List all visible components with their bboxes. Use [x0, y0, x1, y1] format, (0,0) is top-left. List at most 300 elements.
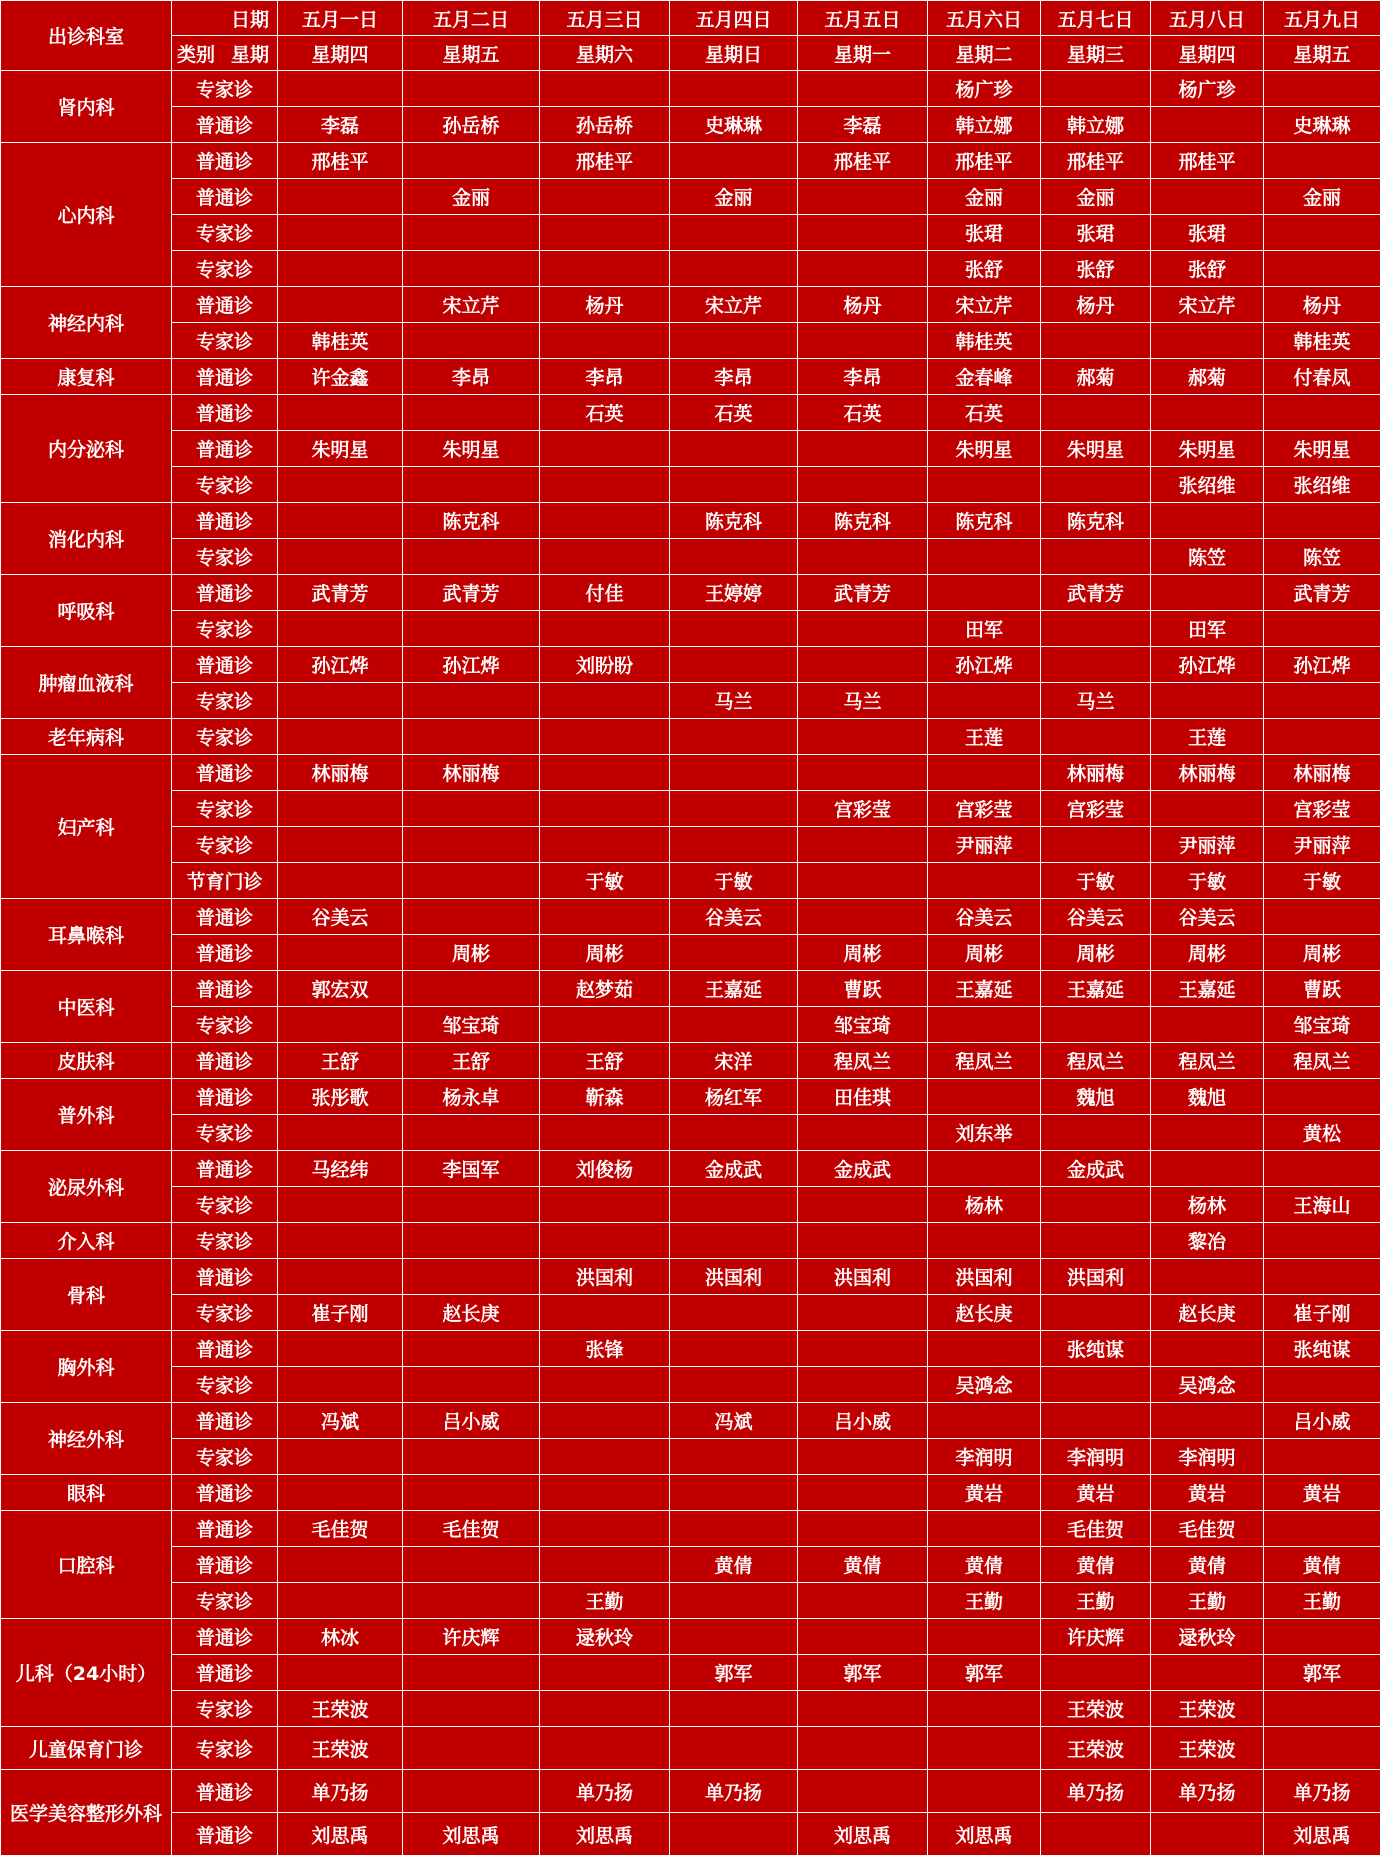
table-row — [1, 1367, 1380, 1403]
doctor-cell — [798, 1439, 928, 1475]
doctor-cell: 许庆辉 — [1041, 1619, 1151, 1655]
doctor-cell: 武青芳 — [1041, 575, 1151, 611]
department-name: 神经外科 — [1, 1403, 172, 1475]
clinic-type: 专家诊 — [172, 1439, 278, 1475]
doctor-cell: 尹丽萍 — [928, 827, 1041, 863]
doctor-cell: 邢桂平 — [928, 143, 1041, 179]
clinic-type: 专家诊 — [172, 539, 278, 575]
doctor-cell: 陈笠 — [1151, 539, 1264, 575]
doctor-cell: 黄岩 — [1151, 1475, 1264, 1511]
doctor-cell — [403, 539, 540, 575]
doctor-cell: 宫彩莹 — [1264, 791, 1380, 827]
doctor-cell — [403, 1367, 540, 1403]
weekday-header: 星期四 — [1151, 36, 1264, 71]
doctor-cell: 朱明星 — [278, 431, 403, 467]
table-row — [1, 395, 1380, 431]
doctor-cell: 石英 — [798, 395, 928, 431]
doctor-cell: 宋立芹 — [403, 287, 540, 323]
doctor-cell — [540, 1511, 670, 1547]
doctor-cell — [1041, 827, 1151, 863]
doctor-cell: 程凤兰 — [798, 1043, 928, 1079]
doctor-cell — [928, 1511, 1041, 1547]
doctor-cell — [403, 1115, 540, 1151]
doctor-cell: 程凤兰 — [928, 1043, 1041, 1079]
doctor-cell: 王莲 — [928, 719, 1041, 755]
clinic-type: 普通诊 — [172, 1511, 278, 1547]
doctor-cell — [278, 179, 403, 215]
doctor-cell: 李国军 — [403, 1151, 540, 1187]
doctor-cell: 宋立芹 — [1151, 287, 1264, 323]
doctor-cell — [278, 1223, 403, 1259]
doctor-cell: 孙江烨 — [1151, 647, 1264, 683]
doctor-cell — [670, 215, 798, 251]
doctor-cell — [798, 827, 928, 863]
doctor-cell: 邢桂平 — [1041, 143, 1151, 179]
doctor-cell — [540, 467, 670, 503]
doctor-cell — [798, 1691, 928, 1727]
doctor-cell: 金丽 — [403, 179, 540, 215]
doctor-cell: 邢桂平 — [540, 143, 670, 179]
doctor-cell — [403, 683, 540, 719]
doctor-cell — [670, 1331, 798, 1367]
doctor-cell — [670, 431, 798, 467]
doctor-cell: 杨丹 — [1041, 287, 1151, 323]
doctor-cell: 史琳琳 — [670, 107, 798, 143]
clinic-type: 专家诊 — [172, 683, 278, 719]
doctor-cell — [928, 467, 1041, 503]
doctor-cell: 刘思禹 — [1264, 1813, 1380, 1856]
table-row — [1, 1223, 1380, 1259]
clinic-type: 普通诊 — [172, 179, 278, 215]
table-row — [1, 467, 1380, 503]
doctor-cell — [928, 1403, 1041, 1439]
doctor-cell: 黄岩 — [1041, 1475, 1151, 1511]
clinic-type: 专家诊 — [172, 791, 278, 827]
doctor-cell — [670, 1187, 798, 1223]
doctor-cell: 刘思禹 — [278, 1813, 403, 1856]
doctor-cell: 武青芳 — [278, 575, 403, 611]
doctor-cell — [1041, 1115, 1151, 1151]
doctor-cell: 王勤 — [1041, 1583, 1151, 1619]
table-row — [1, 1727, 1380, 1770]
doctor-cell: 王荣波 — [278, 1727, 403, 1770]
doctor-cell — [403, 143, 540, 179]
doctor-cell: 邹宝琦 — [403, 1007, 540, 1043]
doctor-cell: 程凤兰 — [1151, 1043, 1264, 1079]
doctor-cell: 郭军 — [928, 1655, 1041, 1691]
doctor-cell: 田军 — [1151, 611, 1264, 647]
doctor-cell: 周彬 — [403, 935, 540, 971]
doctor-cell — [1264, 71, 1380, 107]
doctor-cell: 韩桂英 — [1264, 323, 1380, 359]
doctor-cell: 郭军 — [670, 1655, 798, 1691]
table-row — [1, 1151, 1380, 1187]
doctor-cell: 陈克科 — [1041, 503, 1151, 539]
doctor-cell — [403, 1187, 540, 1223]
doctor-cell — [1264, 395, 1380, 431]
doctor-cell — [1041, 647, 1151, 683]
doctor-cell — [798, 1511, 928, 1547]
doctor-cell: 郭军 — [798, 1655, 928, 1691]
doctor-cell: 单乃扬 — [540, 1770, 670, 1813]
doctor-cell: 崔子刚 — [1264, 1295, 1380, 1331]
doctor-cell — [540, 1727, 670, 1770]
doctor-cell: 吕小威 — [1264, 1403, 1380, 1439]
doctor-cell: 李磊 — [278, 107, 403, 143]
doctor-cell: 张珺 — [928, 215, 1041, 251]
clinic-type: 专家诊 — [172, 323, 278, 359]
doctor-cell — [798, 1187, 928, 1223]
doctor-cell — [540, 323, 670, 359]
doctor-cell: 王婷婷 — [670, 575, 798, 611]
doctor-cell: 李润明 — [1041, 1439, 1151, 1475]
doctor-cell — [1151, 683, 1264, 719]
doctor-cell — [540, 827, 670, 863]
doctor-cell: 王荣波 — [1041, 1691, 1151, 1727]
clinic-type: 普通诊 — [172, 1475, 278, 1511]
doctor-cell: 黄岩 — [1264, 1475, 1380, 1511]
table-row — [1, 71, 1380, 107]
doctor-cell: 逯秋玲 — [540, 1619, 670, 1655]
doctor-cell — [798, 71, 928, 107]
clinic-type: 普通诊 — [172, 1547, 278, 1583]
doctor-cell — [278, 71, 403, 107]
doctor-cell — [1151, 395, 1264, 431]
doctor-cell — [1151, 1115, 1264, 1151]
doctor-cell — [278, 1475, 403, 1511]
doctor-cell — [670, 143, 798, 179]
doctor-cell — [540, 1475, 670, 1511]
doctor-cell — [403, 719, 540, 755]
doctor-cell — [540, 1187, 670, 1223]
doctor-cell — [798, 647, 928, 683]
clinic-type: 普通诊 — [172, 107, 278, 143]
doctor-cell — [798, 611, 928, 647]
doctor-cell: 于敏 — [1264, 863, 1380, 899]
doctor-cell: 张舒 — [1151, 251, 1264, 287]
department-name: 泌尿外科 — [1, 1151, 172, 1223]
doctor-cell: 韩桂英 — [278, 323, 403, 359]
doctor-cell: 朱明星 — [1264, 431, 1380, 467]
doctor-cell — [1041, 395, 1151, 431]
doctor-cell — [798, 539, 928, 575]
doctor-cell: 王舒 — [278, 1043, 403, 1079]
table-row — [1, 1813, 1380, 1856]
doctor-cell — [403, 611, 540, 647]
table-row — [1, 1115, 1380, 1151]
doctor-cell — [540, 791, 670, 827]
clinic-type: 普通诊 — [172, 1043, 278, 1079]
doctor-cell — [798, 1770, 928, 1813]
doctor-cell: 石英 — [670, 395, 798, 431]
doctor-cell — [670, 1727, 798, 1770]
doctor-cell — [540, 1403, 670, 1439]
table-row — [1, 431, 1380, 467]
doctor-cell: 周彬 — [1151, 935, 1264, 971]
doctor-cell: 冯斌 — [278, 1403, 403, 1439]
doctor-cell — [670, 1295, 798, 1331]
doctor-cell — [928, 1331, 1041, 1367]
doctor-cell: 黎冶 — [1151, 1223, 1264, 1259]
table-row — [1, 1439, 1380, 1475]
doctor-cell — [1264, 611, 1380, 647]
clinic-type: 普通诊 — [172, 1655, 278, 1691]
dept-header: 出诊科室 — [1, 1, 172, 71]
doctor-cell: 逯秋玲 — [1151, 1619, 1264, 1655]
doctor-cell: 王勤 — [1264, 1583, 1380, 1619]
table-row — [1, 1043, 1380, 1079]
doctor-cell — [1264, 143, 1380, 179]
clinic-type: 普通诊 — [172, 1259, 278, 1295]
doctor-cell — [928, 539, 1041, 575]
doctor-cell: 周彬 — [1041, 935, 1151, 971]
doctor-cell — [670, 1619, 798, 1655]
doctor-cell — [798, 1475, 928, 1511]
doctor-cell: 王海山 — [1264, 1187, 1380, 1223]
table-row — [1, 503, 1380, 539]
doctor-cell: 王荣波 — [1151, 1691, 1264, 1727]
doctor-cell: 曹跃 — [798, 971, 928, 1007]
table-row — [1, 683, 1380, 719]
doctor-cell — [670, 1691, 798, 1727]
doctor-cell: 王嘉延 — [670, 971, 798, 1007]
doctor-cell: 李润明 — [928, 1439, 1041, 1475]
doctor-cell — [670, 467, 798, 503]
doctor-cell — [1264, 1367, 1380, 1403]
table-row — [1, 539, 1380, 575]
doctor-cell: 刘思禹 — [798, 1813, 928, 1856]
doctor-cell: 洪国利 — [1041, 1259, 1151, 1295]
doctor-cell: 张珺 — [1041, 215, 1151, 251]
table-row — [1, 143, 1380, 179]
table-row — [1, 1583, 1380, 1619]
doctor-cell — [798, 431, 928, 467]
date-header: 五月九日 — [1264, 1, 1380, 36]
doctor-cell: 程凤兰 — [1041, 1043, 1151, 1079]
department-name: 呼吸科 — [1, 575, 172, 647]
clinic-type: 专家诊 — [172, 1295, 278, 1331]
doctor-cell — [278, 1259, 403, 1295]
doctor-cell — [540, 1547, 670, 1583]
doctor-cell: 王嘉延 — [1151, 971, 1264, 1007]
doctor-cell — [928, 863, 1041, 899]
doctor-cell: 赵长庚 — [403, 1295, 540, 1331]
doctor-cell — [403, 899, 540, 935]
doctor-cell — [670, 719, 798, 755]
doctor-cell — [798, 251, 928, 287]
doctor-cell: 金春峰 — [928, 359, 1041, 395]
doctor-cell — [540, 719, 670, 755]
doctor-cell — [403, 863, 540, 899]
clinic-type: 专家诊 — [172, 1115, 278, 1151]
clinic-type: 节育门诊 — [172, 863, 278, 899]
clinic-type: 专家诊 — [172, 467, 278, 503]
clinic-type: 专家诊 — [172, 71, 278, 107]
doctor-cell: 魏旭 — [1151, 1079, 1264, 1115]
doctor-cell — [540, 1115, 670, 1151]
weekday-header: 星期二 — [928, 36, 1041, 71]
department-name: 老年病科 — [1, 719, 172, 755]
date-header: 五月五日 — [798, 1, 928, 36]
doctor-cell: 洪国利 — [928, 1259, 1041, 1295]
doctor-cell — [403, 71, 540, 107]
clinic-type: 普通诊 — [172, 755, 278, 791]
doctor-cell: 李润明 — [1151, 1439, 1264, 1475]
doctor-cell: 洪国利 — [798, 1259, 928, 1295]
doctor-cell — [1151, 1331, 1264, 1367]
doctor-cell — [1151, 1813, 1264, 1856]
table-row — [1, 179, 1380, 215]
clinic-type: 普通诊 — [172, 971, 278, 1007]
doctor-cell — [540, 899, 670, 935]
doctor-cell — [540, 611, 670, 647]
doctor-cell — [278, 791, 403, 827]
doctor-cell — [1151, 323, 1264, 359]
doctor-cell: 吴鸿念 — [1151, 1367, 1264, 1403]
doctor-cell: 陈克科 — [928, 503, 1041, 539]
doctor-cell: 张纯谋 — [1041, 1331, 1151, 1367]
doctor-cell — [670, 323, 798, 359]
clinic-type: 普通诊 — [172, 575, 278, 611]
doctor-cell: 许庆辉 — [403, 1619, 540, 1655]
doctor-cell — [1264, 683, 1380, 719]
doctor-cell — [540, 755, 670, 791]
table-row — [1, 1770, 1380, 1813]
doctor-cell — [1151, 1007, 1264, 1043]
doctor-cell: 田军 — [928, 611, 1041, 647]
doctor-cell — [1041, 1187, 1151, 1223]
clinic-type: 普通诊 — [172, 1619, 278, 1655]
clinic-type: 普通诊 — [172, 1813, 278, 1856]
doctor-cell: 王荣波 — [278, 1691, 403, 1727]
doctor-cell: 赵梦茹 — [540, 971, 670, 1007]
doctor-cell — [1041, 1655, 1151, 1691]
doctor-cell: 黄倩 — [1041, 1547, 1151, 1583]
doctor-cell: 王舒 — [540, 1043, 670, 1079]
doctor-cell: 谷美云 — [1041, 899, 1151, 935]
doctor-cell: 洪国利 — [540, 1259, 670, 1295]
type-label: 类别 — [177, 43, 216, 66]
clinic-type: 普通诊 — [172, 899, 278, 935]
department-name: 口腔科 — [1, 1511, 172, 1619]
doctor-cell: 林丽梅 — [278, 755, 403, 791]
table-row — [1, 755, 1380, 791]
doctor-cell — [670, 791, 798, 827]
doctor-cell — [798, 719, 928, 755]
doctor-cell: 刘俊杨 — [540, 1151, 670, 1187]
doctor-cell — [1041, 1007, 1151, 1043]
weekday-header: 星期六 — [540, 36, 670, 71]
doctor-cell: 杨红军 — [670, 1079, 798, 1115]
doctor-cell: 于敏 — [1041, 863, 1151, 899]
clinic-type: 普通诊 — [172, 1403, 278, 1439]
clinic-type: 专家诊 — [172, 1007, 278, 1043]
doctor-cell: 宫彩莹 — [798, 791, 928, 827]
doctor-cell — [1264, 1259, 1380, 1295]
doctor-cell — [1264, 1079, 1380, 1115]
weekday-header: 星期一 — [798, 36, 928, 71]
doctor-cell: 杨林 — [928, 1187, 1041, 1223]
doctor-cell: 靳森 — [540, 1079, 670, 1115]
clinic-type: 专家诊 — [172, 719, 278, 755]
doctor-cell: 王荣波 — [1151, 1727, 1264, 1770]
doctor-cell: 李昂 — [798, 359, 928, 395]
doctor-cell — [278, 611, 403, 647]
doctor-cell — [403, 1223, 540, 1259]
doctor-cell — [928, 1691, 1041, 1727]
doctor-cell — [798, 1367, 928, 1403]
date-header: 五月三日 — [540, 1, 670, 36]
doctor-cell: 李昂 — [540, 359, 670, 395]
doctor-cell — [1041, 71, 1151, 107]
doctor-cell — [403, 1475, 540, 1511]
doctor-cell — [278, 935, 403, 971]
clinic-type: 专家诊 — [172, 1367, 278, 1403]
doctor-cell: 孙岳桥 — [540, 107, 670, 143]
date-header: 五月二日 — [403, 1, 540, 36]
doctor-cell: 赵长庚 — [1151, 1295, 1264, 1331]
doctor-cell: 毛佳贺 — [278, 1511, 403, 1547]
table-row — [1, 1511, 1380, 1547]
doctor-cell — [1264, 1223, 1380, 1259]
doctor-cell: 宫彩莹 — [1041, 791, 1151, 827]
doctor-cell — [278, 287, 403, 323]
clinic-type: 普通诊 — [172, 503, 278, 539]
doctor-cell — [928, 683, 1041, 719]
doctor-cell — [670, 539, 798, 575]
doctor-cell — [1264, 1691, 1380, 1727]
date-header: 五月六日 — [928, 1, 1041, 36]
doctor-cell — [798, 899, 928, 935]
date-header: 五月七日 — [1041, 1, 1151, 36]
date-header: 五月四日 — [670, 1, 798, 36]
doctor-cell: 宋洋 — [670, 1043, 798, 1079]
doctor-cell — [403, 1770, 540, 1813]
doctor-cell: 金丽 — [1041, 179, 1151, 215]
doctor-cell: 王舒 — [403, 1043, 540, 1079]
doctor-cell — [798, 323, 928, 359]
doctor-cell: 陈克科 — [670, 503, 798, 539]
doctor-cell: 赵长庚 — [928, 1295, 1041, 1331]
doctor-cell — [540, 431, 670, 467]
doctor-cell — [670, 71, 798, 107]
doctor-cell: 毛佳贺 — [403, 1511, 540, 1547]
department-name: 皮肤科 — [1, 1043, 172, 1079]
doctor-cell: 金丽 — [1264, 179, 1380, 215]
doctor-cell — [928, 1079, 1041, 1115]
doctor-cell: 刘盼盼 — [540, 647, 670, 683]
doctor-cell — [928, 1007, 1041, 1043]
clinic-type: 专家诊 — [172, 1583, 278, 1619]
doctor-cell: 黄倩 — [1264, 1547, 1380, 1583]
doctor-cell — [403, 827, 540, 863]
doctor-cell: 宋立芹 — [670, 287, 798, 323]
table-row — [1, 1691, 1380, 1727]
doctor-cell: 李昂 — [403, 359, 540, 395]
doctor-cell: 金成武 — [1041, 1151, 1151, 1187]
doctor-cell: 张舒 — [1041, 251, 1151, 287]
doctor-cell — [278, 251, 403, 287]
doctor-cell: 郭宏双 — [278, 971, 403, 1007]
doctor-cell — [403, 1727, 540, 1770]
weekday-header: 星期五 — [403, 36, 540, 71]
doctor-cell — [278, 1439, 403, 1475]
doctor-cell: 许金鑫 — [278, 359, 403, 395]
clinic-type: 普通诊 — [172, 1151, 278, 1187]
weekday-header: 星期三 — [1041, 36, 1151, 71]
department-name: 耳鼻喉科 — [1, 899, 172, 971]
doctor-cell — [1264, 1151, 1380, 1187]
